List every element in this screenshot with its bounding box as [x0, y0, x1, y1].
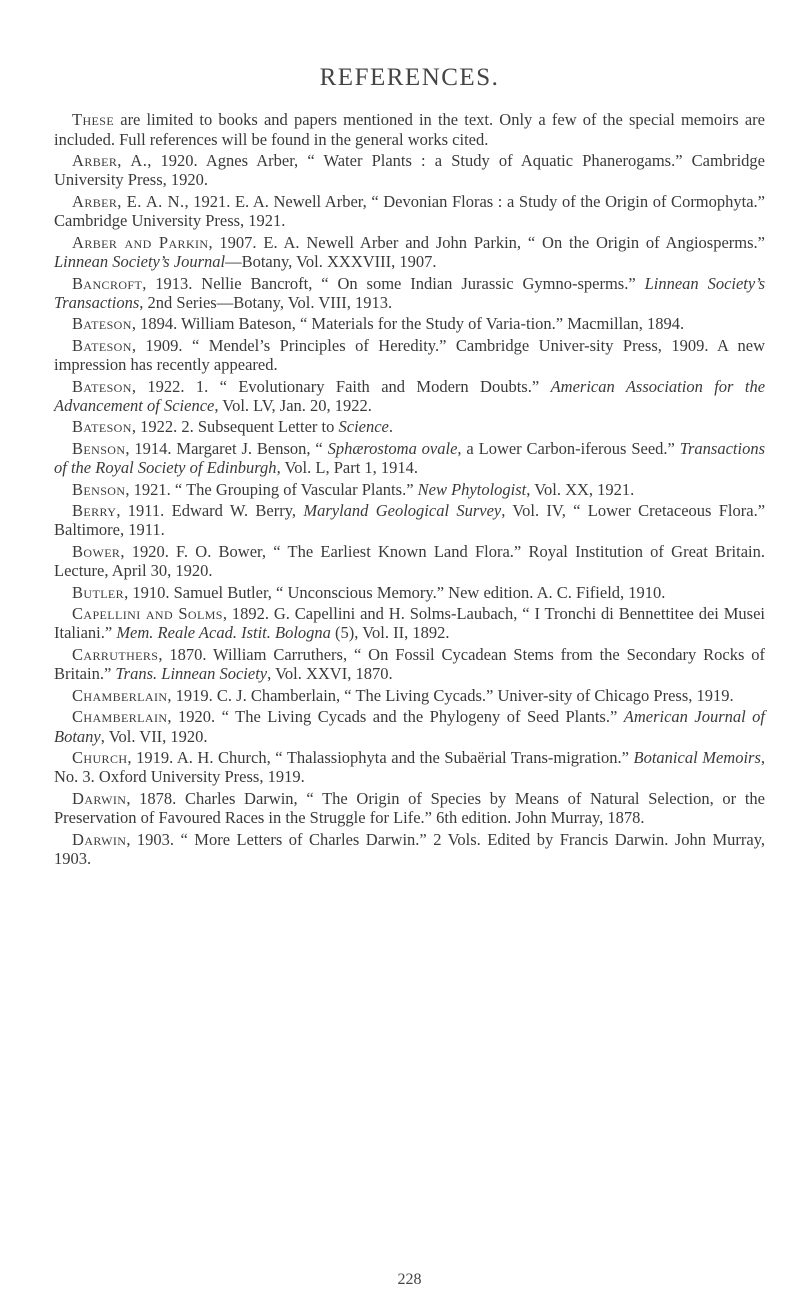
reference-text: , Vol. VII, 1920.: [100, 726, 208, 746]
reference-text: , No. 3. Oxford University Press, 1919.: [54, 747, 765, 787]
reference-title-italic: Transactions of the Royal Society of Edinburgh: [54, 438, 765, 478]
reference-author: Darwin: [72, 829, 127, 849]
reference-author: Bower: [72, 541, 121, 561]
reference-year: , 1907.: [208, 232, 257, 252]
reference-text: .: [388, 417, 394, 437]
reference-text: “ More Letters of Charles Darwin.” 2 Vols. Edited by Francis Darwin. John Murray, 1903.: [54, 829, 765, 869]
references-body: [54, 110, 765, 870]
reference-text: (5), Vol. II, 1892.: [330, 623, 450, 643]
reference-text: , 2nd Series—Botany, Vol. VIII, 1913.: [139, 293, 393, 313]
reference-year: , 1903.: [126, 829, 175, 849]
reference-text: A. H. Church, “ Thalassiophyta and the Subaërial Trans-migration.”: [173, 747, 634, 767]
reference-author: Bateson: [72, 335, 132, 355]
reference-year: , 1870.: [158, 644, 207, 664]
reference-text: “ The Living Cycads and the Phylogeny of Seed Plants.”: [215, 706, 624, 726]
reference-author: Bateson: [72, 417, 132, 437]
reference-title-italic: Science: [338, 417, 389, 437]
reference-text: “ Mendel’s Principles of Heredity.” Cambridge Univer-sity Press, 1909. A new impression has recently appeared.: [54, 335, 765, 375]
reference-entry: [54, 707, 765, 746]
reference-text: , Vol. LV, Jan. 20, 1922.: [214, 396, 372, 416]
intro-lead: These: [72, 110, 115, 129]
reference-entry: [54, 645, 765, 684]
reference-text: Charles Darwin, “ The Origin of Species by Means of Natural Selection, or the Preservation of Favoured Races in the Struggle for Life.” 6th edition. John Murray, 1878.: [54, 788, 766, 828]
page-heading: REFERENCES.: [319, 64, 500, 91]
reference-text: E. A. Newell Arber, “ Devonian Floras : a Study of the Origin of Cormophyta.” Cambridge University Press, 1921.: [54, 191, 766, 231]
reference-text: 2. Subsequent Letter to: [177, 417, 339, 437]
reference-title-italic: American Journal of Botany: [54, 706, 766, 746]
reference-text: F. O. Bower, “ The Earliest Known Land Flora.” Royal Institution of Great Britain. Lecture, April 30, 1920.: [54, 541, 765, 581]
reference-year: , 1921.: [125, 479, 171, 499]
reference-entry: [54, 192, 765, 231]
reference-text: William Carruthers, “ On Fossil Cycadean Stems from the Secondary Rocks of Britain.”: [54, 644, 765, 684]
reference-text: G. Capellini and H. Solms-Laubach, “ I Tronchi di Bennettitee dei Musei Italiani.”: [54, 603, 765, 643]
reference-author: Chamberlain: [72, 706, 168, 726]
reference-entry: [54, 748, 765, 787]
reference-author: Bancroft: [72, 273, 143, 293]
reference-author: Carruthers: [72, 644, 159, 664]
reference-text: , Vol. XX, 1921.: [526, 479, 635, 499]
reference-year: , 1910.: [124, 582, 170, 602]
reference-author: Bateson: [72, 314, 132, 334]
reference-author: Butler: [72, 582, 125, 602]
reference-author: Arber and Parkin: [72, 232, 209, 252]
reference-entry: [54, 336, 765, 375]
reference-year: , 1919.: [127, 747, 174, 767]
reference-title-italic: American Association for the Advancement of Science: [54, 376, 766, 416]
reference-year: , 1913.: [142, 273, 193, 293]
reference-text: —Botany, Vol. XXXVIII, 1907.: [225, 252, 437, 272]
reference-entry: [54, 686, 765, 706]
reference-entry: [54, 417, 765, 437]
reference-entry: [54, 274, 765, 313]
reference-author: Capellini and Solms: [72, 603, 223, 623]
reference-author: Bateson: [72, 376, 132, 396]
reference-year: , 1878.: [126, 788, 177, 808]
reference-year: , 1920.: [167, 706, 216, 726]
reference-text: , Vol. L, Part 1, 1914.: [276, 458, 419, 478]
reference-entry: [54, 789, 765, 828]
reference-title-italic: New Phytologist: [417, 479, 527, 499]
reference-text: Edward W. Berry,: [164, 500, 304, 520]
reference-entry: [54, 151, 765, 190]
reference-title-italic: Linnean Society’s Journal: [54, 252, 226, 272]
reference-author: Arber, A.: [72, 150, 148, 170]
reference-text: C. J. Chamberlain, “ The Living Cycads.” Univer-sity of Chicago Press, 1919.: [212, 685, 734, 705]
reference-text: William Bateson, “ Materials for the Study of Varia-tion.” Macmillan, 1894.: [177, 314, 685, 334]
reference-text: Nellie Bancroft, “ On some Indian Jurassic Gymno-sperms.”: [192, 273, 645, 293]
reference-author: Darwin: [72, 788, 127, 808]
reference-text: “ The Grouping of Vascular Plants.”: [170, 479, 418, 499]
intro-text: are limited to books and papers mentioned in the text. Only a few of the special memoirs are included. Full references will be found in the general works cited.: [54, 110, 765, 149]
intro-paragraph: [54, 110, 765, 149]
reference-year: , 1911.: [116, 500, 165, 520]
reference-author: Church: [72, 747, 128, 767]
reference-entry: [54, 439, 765, 478]
reference-entry: [54, 377, 765, 416]
reference-year: , 1922.: [131, 417, 178, 437]
reference-year: , 1892.: [222, 603, 269, 623]
reference-year: , 1920.: [147, 150, 198, 170]
reference-text: , Vol. XXVI, 1870.: [267, 664, 393, 684]
reference-author: Arber, E. A. N.: [72, 191, 185, 211]
reference-text: Samuel Butler, “ Unconscious Memory.” New edition. A. C. Fifield, 1910.: [169, 582, 666, 602]
reference-title-italic: Maryland Geological Survey: [303, 500, 502, 520]
reference-text: , Vol. IV, “ Lower Cretaceous Flora.” Baltimore, 1911.: [54, 500, 766, 540]
reference-text: 1. “ Evolutionary Faith and Modern Doubts.”: [184, 376, 551, 396]
reference-entry: [54, 480, 765, 500]
reference-year: , 1894.: [131, 314, 178, 334]
reference-text: Agnes Arber, “ Water Plants : a Study of Aquatic Phanerogams.” Cambridge University Press, 1920.: [54, 150, 765, 190]
reference-entry: [54, 233, 765, 272]
reference-title-italic: Sphærostoma ovale: [327, 438, 458, 458]
reference-year: , 1921.: [184, 191, 231, 211]
reference-title-italic: Linnean Society’s Transactions: [54, 273, 765, 313]
reference-year: , 1920.: [120, 541, 169, 561]
reference-year: , 1914.: [125, 438, 172, 458]
reference-entry: [54, 501, 765, 540]
reference-entry: [54, 830, 765, 869]
reference-entry: [54, 314, 765, 334]
reference-title-italic: Trans. Linnean Society: [115, 664, 268, 684]
reference-title-italic: Botanical Memoirs: [633, 747, 761, 767]
reference-entry: [54, 604, 765, 643]
reference-entry: [54, 542, 765, 581]
reference-author: Benson: [72, 479, 126, 499]
reference-text: E. A. Newell Arber and John Parkin, “ On the Origin of Angiosperms.”: [256, 232, 765, 252]
reference-list: [54, 151, 765, 869]
reference-author: Berry: [72, 500, 117, 520]
reference-year: , 1909.: [131, 335, 183, 355]
reference-entry: [54, 583, 765, 603]
reference-text: Margaret J. Benson, “: [171, 438, 328, 458]
reference-author: Chamberlain: [72, 685, 168, 705]
reference-title-italic: Mem. Reale Acad. Istit. Bologna: [116, 623, 331, 643]
reference-author: Benson: [72, 438, 126, 458]
page-number: 228: [397, 1271, 422, 1288]
reference-year: , 1922.: [131, 376, 185, 396]
reference-year: , 1919.: [167, 685, 213, 705]
reference-text: , a Lower Carbon-iferous Seed.”: [457, 438, 680, 458]
